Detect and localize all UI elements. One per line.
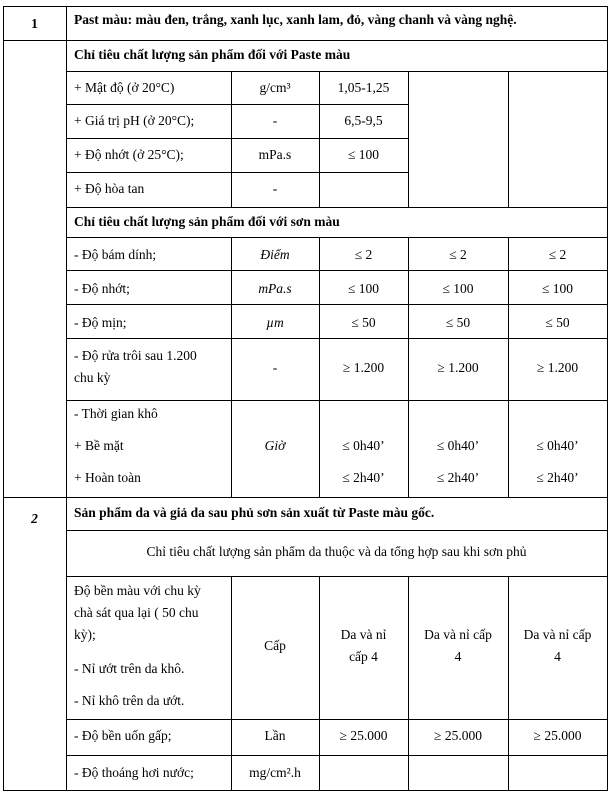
section-title: Sản phẩm da và giả da sau phủ sơn sản xuất từ Paste màu gốc. (74, 505, 435, 520)
row-value: ≤ 50 (351, 315, 376, 330)
row-value: ≤ 0h40’ (342, 438, 385, 453)
row-label-line: chà sát qua lại ( 50 chu (74, 605, 199, 620)
row-unit: - (272, 360, 278, 375)
row-value: ≤ 2 (354, 247, 373, 262)
row-label-line: chu kỳ (74, 370, 111, 385)
row-value-line: cấp 4 (349, 649, 378, 664)
row-unit: Cấp (264, 638, 286, 653)
row-value: ≤ 2 (449, 247, 467, 262)
row-value: ≤ 2h40’ (436, 470, 480, 485)
row-label-line: + Bề mặt (74, 438, 124, 453)
row-unit: Giờ (264, 438, 286, 453)
row-label: - Độ mịn; (74, 315, 127, 330)
row-label: - Độ thoáng hơi nước; (74, 765, 194, 780)
row-value: ≤ 100 (442, 281, 474, 296)
row-label: + Độ hòa tan (74, 181, 145, 196)
row-value: ≤ 2 (548, 247, 567, 262)
row-value-line: Da và nỉ cấp (523, 627, 592, 642)
paste-heading: Chỉ tiêu chất lượng sản phẩm đối với Paste màu (74, 47, 351, 62)
row-value: ≥ 1.200 (437, 360, 479, 375)
row-value: ≥ 25.000 (339, 728, 388, 743)
row-label-line: - Thời gian khô (74, 406, 158, 421)
row-value: ≤ 0h40’ (436, 438, 480, 453)
paint-heading: Chỉ tiêu chất lượng sản phẩm đối với sơn màu (74, 214, 340, 229)
row-label-line: - Nỉ khô trên da ướt. (74, 693, 185, 708)
row-unit: - (272, 181, 278, 196)
section-title: Past màu: màu đen, trắng, xanh lục, xanh lam, đỏ, vàng chanh và vàng nghệ. (74, 12, 517, 27)
row-value: ≥ 1.200 (342, 360, 385, 375)
row-value: 1,05-1,25 (337, 80, 390, 95)
row-label: - Độ bám dính; (74, 247, 157, 262)
row-value: ≤ 2h40’ (342, 470, 385, 485)
row-value: ≤ 100 (347, 281, 380, 296)
row-value: ≤ 50 (545, 315, 570, 330)
row-unit: Lần (264, 728, 286, 743)
row-value: ≥ 25.000 (434, 728, 482, 743)
row-value: ≤ 0h40’ (536, 438, 579, 453)
row-label: - Độ nhớt; (74, 281, 130, 296)
row-label: + Độ nhớt (ở 25°C); (74, 147, 184, 162)
row-value-line: 4 (554, 649, 561, 664)
row-label-line: Độ bền màu với chu kỳ (74, 583, 201, 598)
row-value: ≤ 50 (445, 315, 471, 330)
row-value: ≥ 1.200 (536, 360, 579, 375)
row-label: + Giá trị pH (ở 20°C); (74, 113, 195, 128)
section-index: 2 (31, 511, 38, 526)
section-index: 1 (31, 16, 38, 31)
row-label-line: + Hoàn toàn (74, 470, 141, 485)
section-subheading: Chỉ tiêu chất lượng sản phẩm da thuộc và da tổng hợp sau khi sơn phủ (146, 544, 527, 559)
row-value: ≤ 2h40’ (536, 470, 579, 485)
row-label: + Mật độ (ở 20°C) (74, 80, 175, 95)
row-label-line: - Nỉ ướt trên da khô. (74, 661, 185, 676)
row-unit: mPa.s (258, 281, 292, 296)
row-value-line: Da và nỉ (340, 627, 387, 642)
row-unit: Điểm (260, 247, 290, 262)
row-unit: mg/cm².h (249, 765, 301, 780)
row-value: ≤ 100 (347, 147, 380, 162)
row-unit: - (272, 113, 278, 128)
row-label-line: kỳ); (74, 627, 96, 642)
row-unit: g/cm³ (259, 80, 291, 95)
row-label: - Độ bền uốn gấp; (74, 728, 172, 743)
row-value-line: 4 (454, 649, 462, 664)
row-label-line: - Độ rửa trôi sau 1.200 (74, 348, 197, 363)
row-unit: µm (266, 315, 284, 330)
row-value-line: Da và nỉ cấp (424, 627, 492, 642)
row-value: ≥ 25.000 (533, 728, 582, 743)
row-value: 6,5-9,5 (344, 113, 383, 128)
row-value: ≤ 100 (541, 281, 574, 296)
row-unit: mPa.s (258, 147, 292, 162)
